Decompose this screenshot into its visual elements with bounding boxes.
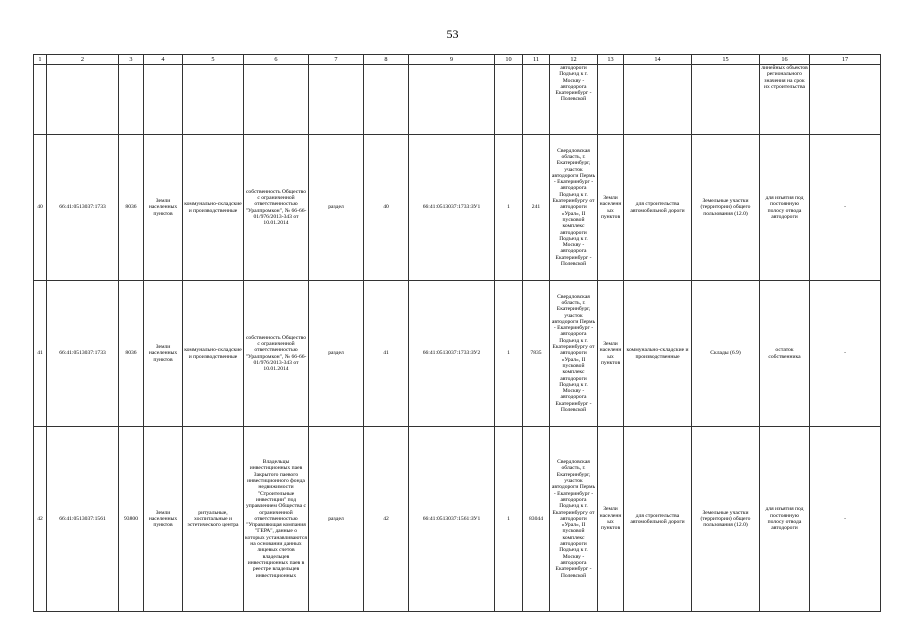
table-cell xyxy=(47,65,119,135)
table-cell xyxy=(183,65,244,135)
table-cell: - xyxy=(810,427,881,612)
table-cell xyxy=(692,65,760,135)
table-cell xyxy=(598,65,624,135)
table-cell: 1 xyxy=(495,135,523,281)
table-cell: коммунально-складские и производственные xyxy=(624,281,692,427)
table-cell: ритуальные, хоспитальные и эстетического центра xyxy=(183,427,244,612)
table-cell: коммунально-складские и производственные xyxy=(183,281,244,427)
table-cell: для строительства автомобильной дороги xyxy=(624,135,692,281)
table-cell: 1 xyxy=(495,281,523,427)
table-cell: 66:41:0513037:1733 xyxy=(47,281,119,427)
table-cell: 241 xyxy=(523,135,550,281)
table-cell: Земли населенных пунктов xyxy=(144,281,183,427)
table-cell: Земли населенных пунктов xyxy=(598,281,624,427)
table-cell xyxy=(523,65,550,135)
table-cell: 42 xyxy=(364,427,409,612)
column-number-header: 8 xyxy=(364,55,409,65)
table-cell: 66:41:0513037:1733 xyxy=(47,135,119,281)
table-cell: 66:41:0513037:1561:ЗУ1 xyxy=(409,427,495,612)
table-cell: Владельцы инвестиционных паев Закрытого паевого инвестиционного фонда недвижимости "Строительные инвестиции" под управлением Общества с ограниченной ответственностью "Управляющая компания "ГЕРА", данные о которых устанавливаются на основании данных лицевых счетов владельцев инвестиционных паев в реестре владельцев инвестиционных xyxy=(244,427,309,612)
table-cell: для изъятия под постоянную полосу отвода автодороги xyxy=(760,135,810,281)
column-number-header: 15 xyxy=(692,55,760,65)
table-cell: 66:41:0513037:1733:ЗУ2 xyxy=(409,281,495,427)
column-number-header: 5 xyxy=(183,55,244,65)
table-cell: собственность Общество с ограниченной ответственностью "Уралпромкон", № 66-66-01/976/2013-343 от 10.01.2014 xyxy=(244,135,309,281)
column-number-header: 14 xyxy=(624,55,692,65)
column-number-header: 2 xyxy=(47,55,119,65)
table-cell xyxy=(364,65,409,135)
table-cell: Земли населенных пунктов xyxy=(144,427,183,612)
table-cell: остаток собственника xyxy=(760,281,810,427)
table-cell: 41 xyxy=(364,281,409,427)
table-cell: 1 xyxy=(495,427,523,612)
table-cell: раздел xyxy=(309,427,364,612)
table-cell: коммунально-складские и производственные xyxy=(183,135,244,281)
column-number-header: 1 xyxy=(34,55,47,65)
table-cell: 40 xyxy=(364,135,409,281)
column-number-header: 3 xyxy=(119,55,144,65)
table-cell: 8036 xyxy=(119,135,144,281)
table-cell xyxy=(409,65,495,135)
table-cell: 40 xyxy=(34,135,47,281)
column-number-header: 12 xyxy=(550,55,598,65)
land-plot-table xyxy=(33,54,881,612)
table-cell: раздел xyxy=(309,135,364,281)
table-cell xyxy=(810,65,881,135)
table-cell: Земельные участки (территории) общего пользования (12.0) xyxy=(692,427,760,612)
column-number-header: 4 xyxy=(144,55,183,65)
table-cell: Свердловская область, г. Екатеринбург, участок автодороги Пермь - Екатеринбург - автодорога Подъезд к г. Екатеринбургу от автодороги «Урал», II пусковой комплекс автодороги Подъезд к г. Москву - автодорога Екатеринбург - Полевской xyxy=(550,135,598,281)
table-cell xyxy=(244,65,309,135)
table-cell: 93800 xyxy=(119,427,144,612)
column-number-header: 7 xyxy=(309,55,364,65)
table-cell: 66:41:0513037:1561 xyxy=(47,427,119,612)
table-cell: Земельные участки (территории) общего пользования (12.0) xyxy=(692,135,760,281)
column-number-header: 13 xyxy=(598,55,624,65)
table-cell xyxy=(309,65,364,135)
column-number-header: 6 xyxy=(244,55,309,65)
table-cell xyxy=(495,65,523,135)
table-cell: Земли населенных пунктов xyxy=(598,427,624,612)
table-cell: Земли населенных пунктов xyxy=(598,135,624,281)
table-cell: собственность Общество с ограниченной ответственностью "Уралпромкон", № 66-66-01/976/2013-343 от 10.01.2014 xyxy=(244,281,309,427)
table-cell: - xyxy=(810,281,881,427)
column-number-header: 16 xyxy=(760,55,810,65)
table-cell: Свердловская область, г. Екатеринбург, участок автодороги Пермь - Екатеринбург - автодорога Подъезд к г. Екатеринбургу от автодороги «Урал», II пусковой комплекс автодороги Подъезд к г. Москву - автодорога Екатеринбург - Полевской xyxy=(550,427,598,612)
column-number-header: 10 xyxy=(495,55,523,65)
table-cell: автодороги Подъезд к г. Москву - автодорога Екатеринбург - Полевской xyxy=(550,65,598,135)
table-cell xyxy=(34,65,47,135)
column-number-header: 17 xyxy=(810,55,881,65)
column-number-header: 11 xyxy=(523,55,550,65)
table-cell: 83044 xyxy=(523,427,550,612)
table-cell xyxy=(624,65,692,135)
table-cell: 7835 xyxy=(523,281,550,427)
table-cell: 8036 xyxy=(119,281,144,427)
table-cell: 42 xyxy=(34,427,47,612)
table-cell: Склады (6.9) xyxy=(692,281,760,427)
page-number: 53 xyxy=(446,27,459,41)
table-cell: 41 xyxy=(34,281,47,427)
table-row xyxy=(34,135,881,281)
table-cell: линейных объектов регионального значения на срок их строительства xyxy=(760,65,810,135)
table-cell: 66:41:0513037:1733:ЗУ1 xyxy=(409,135,495,281)
table-cell: - xyxy=(810,135,881,281)
column-number-header: 9 xyxy=(409,55,495,65)
table-row xyxy=(34,427,881,612)
table-cell: Свердловская область, г. Екатеринбург, участок автодороги Пермь - Екатеринбург - автодорога Подъезд к г. Екатеринбургу от автодороги «Урал», II пусковой комплекс автодороги Подъезд к г. Москву - автодорога Екатеринбург - Полевской xyxy=(550,281,598,427)
table-cell: раздел xyxy=(309,281,364,427)
table-header-row xyxy=(34,55,881,65)
table-row xyxy=(34,281,881,427)
table-cell: Земли населенных пунктов xyxy=(144,135,183,281)
table-cell: для изъятия под постоянную полосу отвода автодороги xyxy=(760,427,810,612)
table-cell xyxy=(144,65,183,135)
table-cell: для строительства автомобильной дороги xyxy=(624,427,692,612)
table-cell xyxy=(119,65,144,135)
table-row xyxy=(34,65,881,135)
